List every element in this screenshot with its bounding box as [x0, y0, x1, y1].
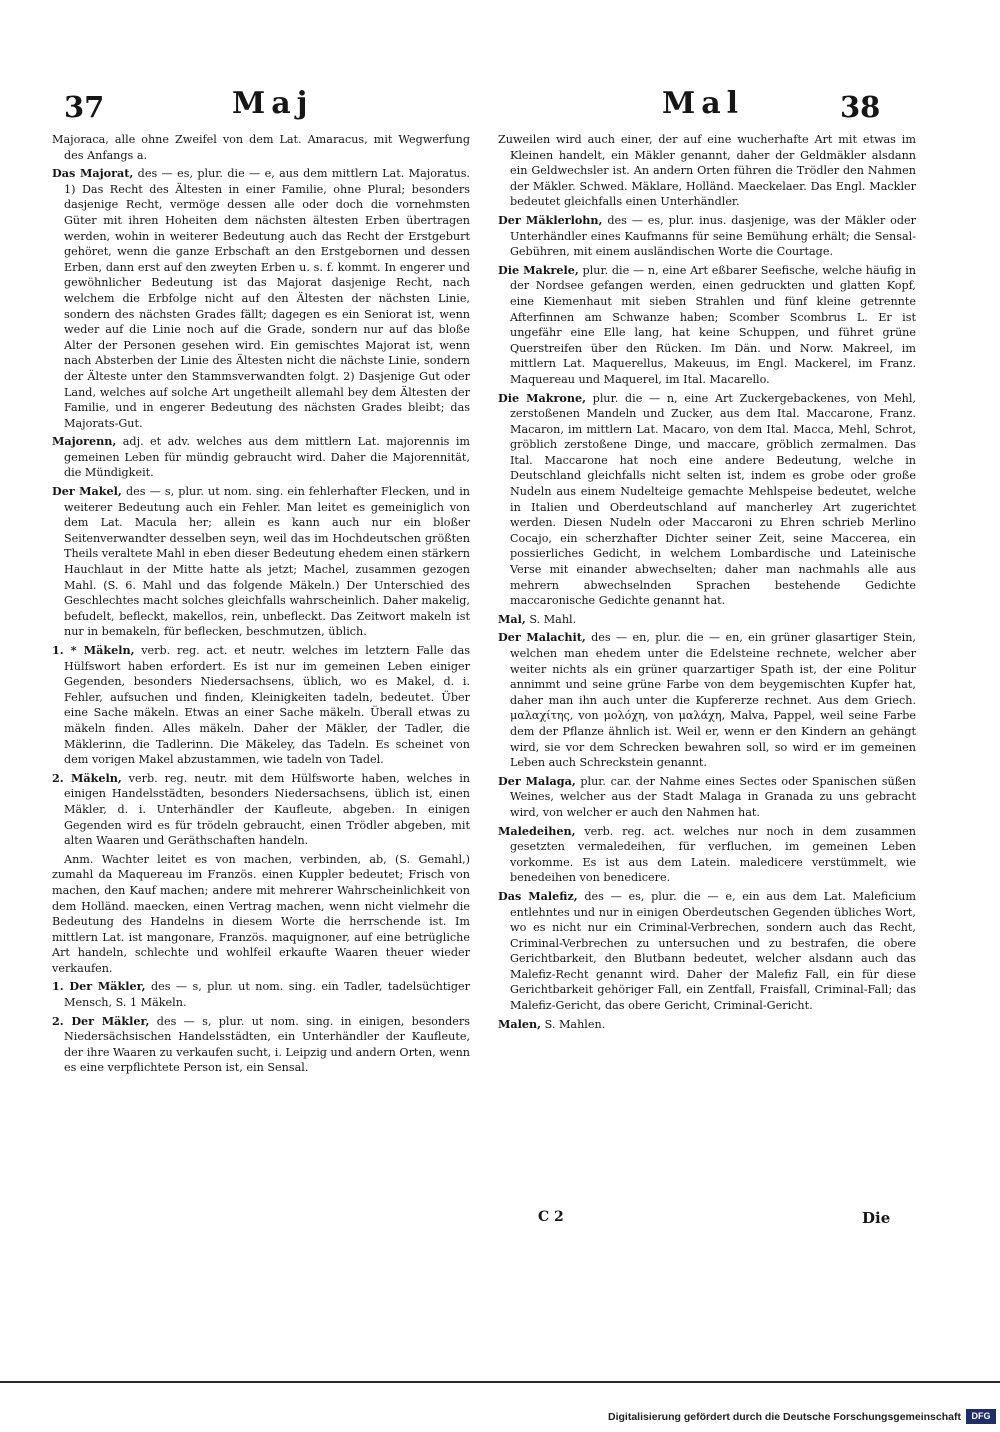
entry-lemma: 1. Der Mäkler,: [52, 979, 146, 994]
entry-lemma: Maledeihen,: [498, 823, 576, 838]
entry-lemma: 2. Mäkeln,: [52, 770, 122, 785]
entry-text: Zuweilen wird auch einer, der auf eine wucherhafte Art mit etwas im Kleinen handelt, ein Mäkler genannt, daher der Geldmäkler alsdann ein Geldwechsler ist. An andern Orten führen die Trödler den Nahmen der Mäkler. Schwed. Mäklare, Holländ. Maeckelaer. Das Engl. Mackler bedeutet gleichfalls einen Unterhändler.: [498, 133, 916, 209]
entry-text: des — en, plur. die — en, ein grüner glasartiger Stein, welchen man ehedem unter die Edelsteine rechnete, welcher aber weiter nichts als ein grüner quarzartiger Spath ist, der eine Politur annimmt und seine grüne Farbe von dem beygemischten Kupfer hat, daher man ihn auch unter die Kupfererze rechnet. Aus dem Griech. μαλαχίτης, von μολόχη, von μαλάχη, Malva, Pappel, weil seine Farbe dem der Pflanze ähnlich ist. Weil er, wenn er den Kindern an gehängt wird, sie vor dem Schrecken bewahren soll, so wird er im gemeinen Leben auch Schreckstein genannt.: [510, 631, 916, 770]
entry-text: des — es, plur. inus. dasjenige, was der Mäkler oder Unterhändler eines Kaufmanns für seine Bemühung erhält; die Sensal-Gebühren, mit einem ausländischen Worte die Courtage.: [510, 213, 916, 259]
entry-text: verb. reg. act. welches nur noch in dem zusammen gesetzten vermaledeihen, für verfluchen, im gemeinen Leben vorkomme. Es ist aus dem Latein. maledicere verstümmelt, wie benedeihen von benedicere.: [510, 824, 917, 885]
entry-text: plur. die — n, eine Art Zuckergebackenes, von Mehl, zerstoßenen Mandeln und Zucker, aus dem Ital. Maccarone, Franz. Macaron, im mittlern Lat. Macaro, von dem Ital. Macca, Mehl, Schrot, gröblich zerstoßene Dinge, und maccare, gröblich zermalmen. Das Ital. Maccarone hat noch eine andere Bedeutung, welche in Deutschland gleichfalls nicht selten ist, indem es grobe oder große Nudeln aus einem Nudelteige gemachte Mehlspeise bedeutet, welche in Italien und Oberdeutschland auf mancherley Art zugerichtet werden. Diesen Nudeln oder Maccaroni zu Ehren schrieb Merlino Cocajo, ein scherzhafter Dichter seiner Zeit, seine Maccerea, ein possierliches Gedicht, in welchem Lombardische und Lateinische Verse mit einander abwechselten; daher man nachmahls alle aus mehrern abwechselnden Sprachen bestehende Gedichte maccaronische Gedichte genannt hat.: [510, 391, 916, 608]
entry-lemma: Mal,: [498, 611, 526, 626]
entry-text: Majoraca, alle ohne Zweifel von dem Lat. Amaracus, mit Wegwerfung des Anfangs a.: [52, 133, 470, 162]
dictionary-entry: [498, 1017, 916, 1033]
left-running-head: Maj: [232, 86, 314, 121]
entry-text: Anm. Wachter leitet es von machen, verbinden, ab, (S. Gemahl,) zumahl da Maquereau im Französ. einen Kuppler bedeutet; Frisch von machen, den Kauf machen; andere mit mehrerer Wahrscheinlichkeit von dem Holländ. maecken, einen Vertrag machen, wenn nicht vielmehr die Bedeutung des Handelns in diesem Worte die herrschende ist. Im mittlern Lat. ist mangonare, Französ. maquignoner, auf eine betrügliche Art handeln, schlechte und wohlfeil erkaufte Waaren theuer wieder verkaufen.: [52, 852, 470, 975]
dictionary-entry: [52, 166, 470, 431]
entry-lemma: Die Makrone,: [498, 390, 586, 405]
dictionary-entry: [498, 132, 916, 210]
dictionary-entry: [52, 852, 470, 977]
entry-text: des — s, plur. ut nom. sing. ein fehlerhafter Flecken, und in weiterer Bedeutung auch ein Fehler. Man leitet es gemeiniglich von dem Lat. Macula her; allein es kann auch nur ein bloßer Seitenverwandter desselben seyn, weil das im Hochdeutschen größten Theils veraltete Mahl in eben dieser Bedeutung ehedem einen stärkern Hauchlaut in der Mitte hatte als jetzt; Machel, zusammen gezogen Mahl. (S. 6. Mahl und das folgende Mäkeln.) Der Unterschied des Geschlechtes macht solches gleichfalls wahrscheinlich. Daher makelig, befudelt, befleckt, makellos, rein, unbefleckt. Das Zeitwort makeln ist nur in bemakeln, für beflecken, beschmutzen, üblich.: [64, 485, 470, 639]
entry-lemma: Malen,: [498, 1016, 542, 1031]
entry-text: des — es, plur. die — e, aus dem mittlern Lat. Majoratus. 1) Das Recht des Ältesten in einer Familie, ohne Plural; besonders dasjenige Recht, vermöge dessen alle oder doch die vornehmsten Güter mit ihren Hoheiten dem nächsten ältesten Erben übertragen werden, wohin in weiterer Bedeutung auch das Recht der Erstgeburt gehöret, wenn die ganze Erbschaft an den Erstgebornen und dessen Erben, dann erst auf den zweyten Erben u. s. f. kommt. In engerer und gewöhnlicher Bedeutung ist das Majorat dasjenige Recht, nach welchem die Erbfolge nicht auf den Ältesten der nächsten Linie, sondern des nächsten Grades fällt; dagegen es ein Seniorat ist, wenn weder auf die Linie noch auf die Grade, sondern nur auf das bloße Alter der Personen gesehen wird. Ein gemischtes Majorat ist, wenn nach Absterben der Linie des Ältesten nicht die nächste Linie, sondern der Älteste unter den Stammsverwandten folgt. 2) Dasjenige Gut oder Land, welches auf solche Art ungetheilt allemahl bey dem Ältesten der Familie, und in engerer Bedeutung des nächsten Grades bleibt; das Majorats-Gut.: [64, 167, 470, 430]
dictionary-entry: [52, 132, 470, 163]
right-running-head: Mal: [662, 86, 745, 121]
entry-text: des — s, plur. ut nom. sing. in einigen, besonders Niedersächsischen Handelsstädten, ein Unterhändler der Kaufleute, der ihre Waaren zu verkaufen sucht, i. Leipzig und andern Orten, wenn es eine verpflichtete Person ist, ein Sensal.: [64, 1014, 470, 1075]
entry-lemma: Der Malaga,: [498, 773, 576, 788]
entry-lemma: Der Makel,: [52, 484, 122, 499]
entry-text: adj. et adv. welches aus dem mittlern Lat. majorennis im gemeinen Leben für mündig gebraucht wird. Daher die Majorennität, die Mündigkeit.: [64, 435, 471, 480]
entry-lemma: Die Makrele,: [498, 262, 579, 277]
signature-mark: C 2: [538, 1209, 564, 1225]
dfg-logo: DFG: [966, 1409, 996, 1424]
dictionary-entry: [52, 643, 470, 768]
entry-text: S. Mahl.: [529, 612, 577, 626]
entry-lemma: Der Malachit,: [498, 630, 586, 645]
dictionary-entry: [498, 774, 916, 821]
entry-text: S. Mahlen.: [544, 1017, 606, 1031]
entry-lemma: Majorenn,: [52, 434, 117, 449]
entry-text: plur. car. der Nahme eines Sectes oder Spanischen süßen Weines, welcher aus der Stadt Malaga in Granada zu uns gebracht wird, von welcher er auch den Nahmen hat.: [510, 774, 916, 819]
dictionary-entry: [52, 434, 470, 481]
dictionary-entry: [498, 391, 916, 609]
entry-text: verb. reg. neutr. mit dem Hülfsworte haben, welches in einigen Handelsstädten, besonders Niedersachsens, üblich ist, einen Mäkler, d. i. Unterhändler der Kaufleute, abgeben. In einigen Gegenden wird es für trödeln gebraucht, einen Trödler abgeben, mit alten Waaren und Geräthschaften handeln.: [64, 771, 470, 848]
entry-lemma: Das Majorat,: [52, 166, 134, 181]
dictionary-entry: [52, 484, 470, 640]
dictionary-entry: [498, 630, 916, 770]
right-page-number: 38: [840, 90, 881, 124]
entry-text: des — s, plur. ut nom. sing. ein Tadler, tadelsüchtiger Mensch, S. 1 Mäkeln.: [64, 980, 470, 1010]
dictionary-entry: [52, 771, 470, 849]
dictionary-entry: [498, 889, 916, 1014]
right-column: [498, 132, 916, 1035]
dictionary-entry: [498, 824, 916, 886]
entry-lemma: 2. Der Mäkler,: [52, 1013, 150, 1028]
entry-lemma: Der Mäklerlohn,: [498, 212, 603, 227]
left-page-number: 37: [64, 90, 105, 124]
left-column: [52, 132, 470, 1079]
digitization-credit: Digitalisierung gefördert durch die Deutsche Forschungsgemeinschaft: [608, 1411, 961, 1423]
dictionary-entry: [52, 1014, 470, 1076]
entry-text: plur. die — n, eine Art eßbarer Seefische, welche häufig in der Nordsee gefangen werden, einen gedruckten und glatten Kopf, eine Kiemenhaut mit sieben Strahlen und fünf kleine getrennte Afterfinnen am Schwanze haben; Scomber Scombrus L. Er ist ungefähr eine Elle lang, hat keine Schuppen, und führet grüne Querstreifen über den Rücken. Im Dän. und Norw. Makreel, im mittlern Lat. Maquerellus, Makeuus, im Engl. Mackerel, im Franz. Maquereau und Maquerel, im Ital. Macarello.: [510, 263, 916, 386]
catchword: Die: [862, 1209, 891, 1227]
scan-border-line: [0, 1381, 1000, 1383]
dictionary-entry: [498, 263, 916, 388]
dictionary-entry: [498, 213, 916, 260]
entry-lemma: 1. * Mäkeln,: [52, 643, 135, 657]
entry-lemma: Das Malefiz,: [498, 888, 578, 903]
entry-text: verb. reg. act. et neutr. welches im letztern Falle das Hülfswort haben erfordert. Es ist nur im gemeinen Leben einiger Gegenden, besonders Niedersachsens, üblich, wo es Makel, d. i. Fehler, aufsuchen und finden, Kleinigkeiten tadeln, bedeutet. Über eine Sache mäkeln. Etwas an einer Sache mäkeln. Überall etwas zu mäkeln finden. Alles mäkeln. Daher der Mäkler, der Tadler, die Mäklerinn, die Tadlerinn. Die Mäkeley, das Tadeln. Es scheinet von dem vorigen Makel abzustammen, wie tadeln von Tadel.: [64, 644, 470, 767]
dictionary-entry: [52, 979, 470, 1010]
entry-text: des — es, plur. die — e, ein aus dem Lat. Maleficium entlehntes und nur in einigen Oberdeutschen Gegenden übliches Wort, wo es nicht nur ein Criminal-Verbrechen, sondern auch das Recht, Criminal-Verbrechen zu untersuchen und zu bestrafen, die obere Gerichtbarkeit, den Blutbann bedeutet, welcher alsdann auch das Malefiz-Recht genannt wird. Daher der Malefiz Fall, ein für diese Gerichtbarkeit gehöriger Fall, ein Zentfall, Fraisfall, Criminal-Fall; das Malefiz-Gericht, das obere Gericht, Criminal-Gericht.: [510, 889, 916, 1013]
dictionary-entry: [498, 612, 916, 628]
